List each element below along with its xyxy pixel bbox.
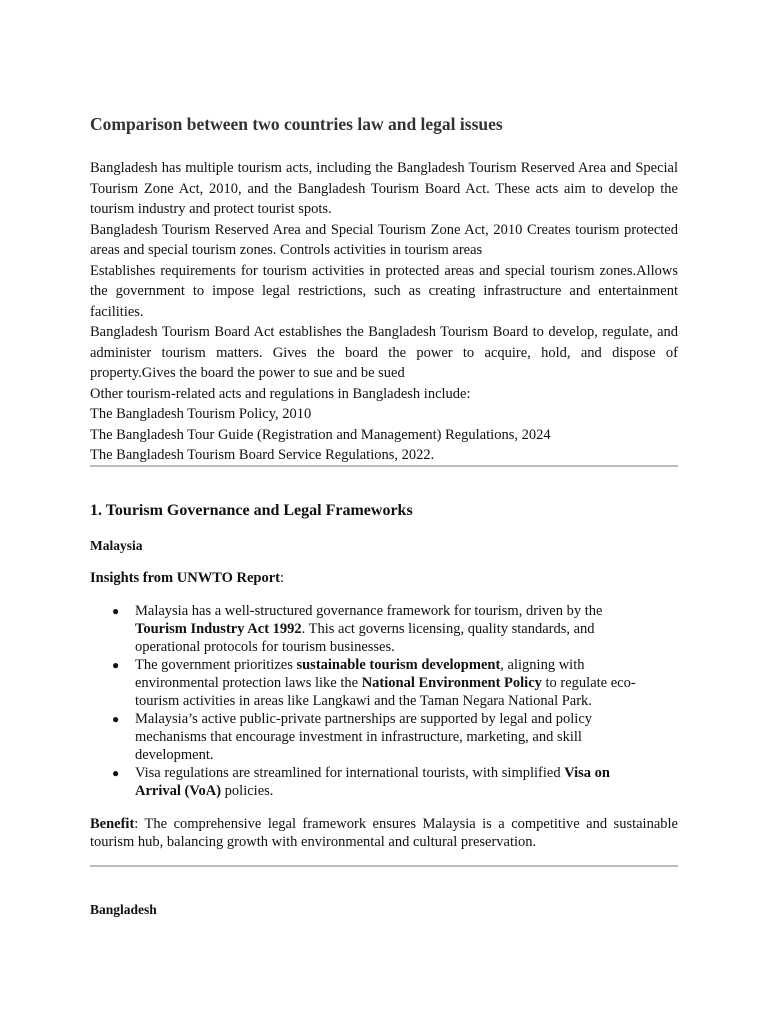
insights-colon: : [280, 570, 285, 586]
bullet-icon: ● [112, 712, 120, 726]
bullet-text [135, 764, 657, 800]
bullet-icon: ● [112, 604, 120, 618]
bullet-icon: ● [112, 658, 120, 672]
benefit-text: : The comprehensive legal framework ensures Malaysia is a competitive and sustainable tourism hub, balancing growth with environmental and cultural preservation. [90, 816, 678, 850]
regulation-item: The Bangladesh Tour Guide (Registration and Management) Regulations, 2024 [90, 426, 551, 443]
list-item [90, 656, 678, 710]
insights-label: Insights from UNWTO Report [90, 570, 280, 586]
bullet-bold-run: National Environment Policy [361, 675, 542, 691]
bullet-text [135, 602, 657, 656]
horizontal-divider [90, 465, 678, 467]
malaysia-bullet-list [90, 602, 678, 800]
bullet-icon: ● [112, 766, 120, 780]
list-item [90, 710, 678, 764]
intro-paragraph-5: Other tourism-related acts and regulations in Bangladesh include: [90, 385, 471, 402]
intro-section [90, 158, 678, 466]
regulation-item: The Bangladesh Tourism Board Service Regulations, 2022. [90, 447, 435, 463]
horizontal-divider [90, 865, 678, 867]
bullet-text-run: to regulate eco-tourism activities in areas like Langkawi and the Taman Negara National Park. [135, 675, 636, 709]
intro-paragraph-1: Bangladesh has multiple tourism acts, including the Bangladesh Tourism Reserved Area and Special Tourism Zone Act, 2010, and the Bangladesh Tourism Board Act. These acts aim to develop the tourism industry and protect tourist spots. [90, 160, 678, 217]
regulation-item: The Bangladesh Tourism Policy, 2010 [90, 406, 312, 422]
section-heading: 1. Tourism Governance and Legal Frameworks [90, 502, 413, 519]
intro-paragraph-4: Bangladesh Tourism Board Act establishes the Bangladesh Tourism Board to develop, regulate, and administer tourism matters. Gives the board the power to acquire, hold, and dispose of property.Gives the board the power to sue and be sued [90, 324, 678, 381]
bullet-bold-run: sustainable tourism development [296, 657, 501, 673]
bullet-text-run: Malaysia has a well-structured governance framework for tourism, driven by the [135, 603, 603, 619]
bullet-text-run: Visa regulations are streamlined for international tourists, with simplified [135, 765, 565, 781]
bullet-bold-run: Visa on Arrival (VoA) [135, 765, 610, 799]
bullet-text [135, 656, 657, 710]
bullet-text-run: , aligning with environmental protection laws like the [135, 657, 585, 691]
intro-paragraph-3: Establishes requirements for tourism activities in protected areas and special tourism zones.Allows the government to impose legal restrictions, such as creating infrastructure and entertainment facilities. [90, 262, 678, 320]
bullet-text-run: policies. [221, 783, 274, 799]
insights-line [90, 570, 284, 587]
bullet-text: Malaysia’s active public-private partnerships are supported by legal and policy mechanisms that encourage investment in infrastructure, marketing, and skill development. [135, 711, 593, 763]
list-item [90, 764, 678, 800]
bullet-bold-run: Tourism Industry Act 1992 [135, 621, 302, 637]
bullet-text-run: The government prioritizes [135, 657, 297, 673]
benefit-label: Benefit [90, 816, 135, 832]
bullet-text-run: . This act governs licensing, quality standards, and operational protocols for tourism businesses. [135, 621, 595, 655]
document-title: Comparison between two countries law and legal issues [90, 114, 503, 134]
intro-paragraph-2: Bangladesh Tourism Reserved Area and Special Tourism Zone Act, 2010 Creates tourism protected areas and special tourism zones. Controls activities in tourism areas [90, 221, 678, 258]
benefit-paragraph [90, 815, 678, 851]
malaysia-subheading: Malaysia [90, 538, 143, 553]
bangladesh-subheading: Bangladesh [90, 902, 157, 917]
list-item [90, 602, 678, 656]
